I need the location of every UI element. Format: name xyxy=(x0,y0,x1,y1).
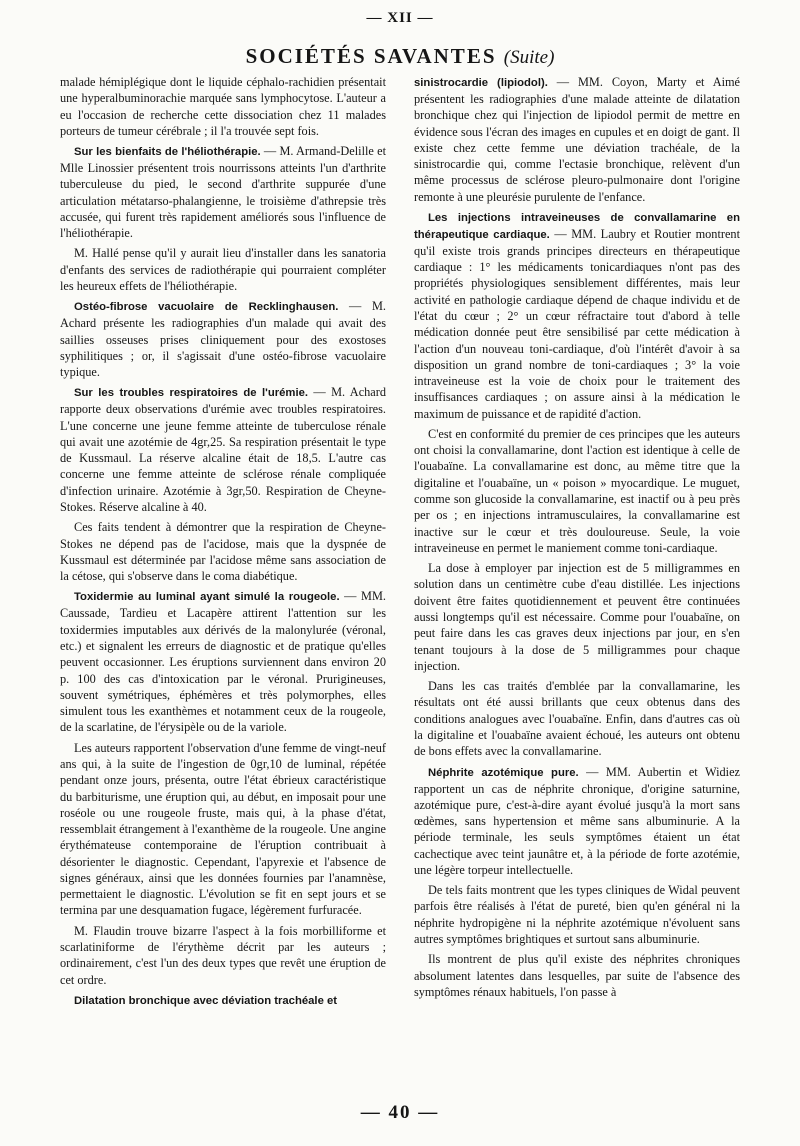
section-body: — MM. Coyon, Marty et Aimé présentent les radiographies d'une malade atteinte de dilatation bronchique chez qui l'injection de lipiodol permit de mettre en évidence sous l'écran des images en cupules et en doigt de gant. Il existe chez cette femme une déviation trachéale, de la sinistrocardie qui, comme l'ectasie bronchique, relèvent d'un même processus de sclérose pleuro-pulmonaire dont l'origine remonte à une pleurésie purulente de l'enfance. xyxy=(414,75,741,204)
page-title-suffix: (Suite) xyxy=(503,47,555,68)
paragraph: La dose à employer par injection est de 5 milligrammes en solution dans un centimètre cube d'eau distillée. Les injections doivent être faites quotidiennement et peuvent être continuées aussi longtemps qu'il est nécessaire. Comme pour l'ouabaïne, on peut faire dans les cas graves deux injections par jour, en s'en tenant toujours à la dose de 5 milligrammes pour chaque injection. xyxy=(414,561,740,673)
section-body: — M. Achard présente les radiographies d'un malade qui avait des saillies osseuses prises cliniquement pour des exostoses syphilitiques ; or, il s'agissait d'une ostéo-fibrose vacuolaire typique. xyxy=(60,299,386,380)
paragraph xyxy=(60,298,386,380)
paragraph: M. Flaudin trouve bizarre l'aspect à la fois morbilliforme et scarlatiniforme de l'érythème décrit par les auteurs ; ordinairement, c'est l'un des deux types que revêt une éruption de cet ordre. xyxy=(60,923,386,987)
section-heading: sinistrocardie (lipiodol). xyxy=(414,77,548,89)
paragraph: C'est en conformité du premier de ces principes que les auteurs ont choisi la convallamarine, dont l'action est identique à celle de l'ouabaïne. La convallamarine est donc, au même titre que la digitaline et l'ouabaïne, un « poison » myocardique. Le muguet, comme son glucoside la convallamarine, est inactif ou à peu près per os ; en injections intramusculaires, la convallamarine est inactive sur le cœur et très douloureuse. Seule, la voie intraveineuse en permet le maniement comme toni-cardiaque. xyxy=(414,426,740,555)
section-body: — MM. Caussade, Tardieu et Lacapère attirent l'attention sur les toxidermies imputables aux dérivés de la malonylurée (véronal, etc.) et signalent les erreurs de diagnostic et de pratique qu'elles peuvent occasionner. Les éruptions surviennent dans environ 20 p. 100 des cas d'intoxication par le véronal. Prurigineuses, souvent symétriques, éphémères et très polymorphes, elles simulent tous les exanthèmes et notamment ceux de la rougeole, de la scarlatine, de l'érysipèle ou de la variole. xyxy=(60,589,386,735)
section-body: — MM. Aubertin et Widiez rapportent un cas de néphrite chronique, d'origine saturnine, azotémique pure, c'est-à-dire ayant évolué jusqu'à la mort sans œdèmes, sans hypertension et même sans albuminurie. A la période terminale, les seuls symptômes étaient un état cachectique avec teint jaunâtre et, à la période de forte azotémie, une légère torpeur intellectuelle. xyxy=(414,764,740,877)
paragraph xyxy=(60,143,386,241)
section-body: — MM. Laubry et Routier montrent qu'il existe trois grands principes directeurs en thérapeutique cardiaque : 1° les médicaments tonicardiaques n'ont pas des propriétés physiologiques sensiblement différentes, mais leur activité en pathologie cardiaque dépend de chaque individu et de l'état du cœur ; 2° un cœur réfractaire tout d'abord à telle médication donnée peut être sensibilisé par cette médication à l'action d'un nouveau toni-cardiaque, d'où l'intérêt d'avoir à sa disposition un grand nombre de toni-cardiaques ; 3° la voie intraveineuse est la voie de choix pour le traitement des insuffisances cardiaques ; on assure ainsi à la médication le maximum de puissance et de rapidité d'action. xyxy=(414,226,740,421)
page-title-text: SOCIÉTÉS SAVANTES xyxy=(245,44,497,68)
section-heading: Ostéo-fibrose vacuolaire de Recklinghausen. xyxy=(74,301,339,314)
paragraph xyxy=(414,209,740,422)
paragraph: Ils montrent de plus qu'il existe des néphrites chroniques absolument latentes dans lesquelles, par suite de l'absence des symptômes rénaux habituels, l'on passe à xyxy=(414,952,740,999)
paragraph: De tels faits montrent que les types cliniques de Widal peuvent parfois être réalisés à l'état de pureté, bien qu'en général ni la néphrite hydropigène ni la néphrite azotémique n'évoluent sans autres symptômes brightiques et surtout sans albuminurie. xyxy=(414,883,740,947)
section-heading: Néphrite azotémique pure. xyxy=(428,766,579,779)
left-column xyxy=(60,74,386,1013)
page-title xyxy=(0,44,800,69)
paragraph: Dans les cas traités d'emblée par la convallamarine, les résultats ont été aussi brillants que ceux obtenus dans des conditions analogues avec l'ouabaïne. Enfin, dans d'autres cas où la digitaline et l'ouabaïne avaient échoué, les auteurs ont obtenu de bons effets avec la convallamarine. xyxy=(414,679,740,759)
page-number: — 40 — xyxy=(360,1102,440,1123)
paragraph xyxy=(60,384,386,515)
paragraph: Ces faits tendent à démontrer que la respiration de Cheyne-Stokes ne dépend pas de l'acidose, mais que la dyspnée de Kussmaul est déterminée par l'acidose même sans association de la cétose, qui s'observe dans le coma diabétique. xyxy=(60,520,386,584)
page-number-roman: — XII — xyxy=(366,10,434,26)
section-body: — M. Achard rapporte deux observations d'urémie avec troubles respiratoires. L'une concerne une jeune femme atteinte de tuberculose rénale qui avait une azotémie de 4gr,25. Sa respiration présentait le type de Kussmaul. La réserve alcaline était de 18,5. L'autre cas concerne une femme atteinte de sclérose rénale compliquée d'infection urinaire. Azotémie à 3gr,50. Respiration de Cheyne-Stokes. Réserve alcaline à 40. xyxy=(60,385,386,515)
paragraph xyxy=(60,992,386,1009)
section-heading: Sur les bienfaits de l'héliothérapie. xyxy=(74,146,261,159)
paragraph: malade hémiplégique dont le liquide céphalo-rachidien présentait une hyperalbuminorachie marquée sans lymphocytose. L'auteur a eu l'occasion de recherche cette dissociation chez 11 malades porteurs de tumeur cérébrale ; il l'a trouvée sept fois. xyxy=(60,75,386,138)
paragraph: M. Hallé pense qu'il y aurait lieu d'installer dans les sanatoria d'enfants des services de radiothérapie qui pourraient compléter les heureux effets de l'héliothérapie. xyxy=(60,246,386,294)
right-column xyxy=(414,74,740,1004)
section-heading: Dilatation bronchique avec déviation trachéale et xyxy=(74,994,338,1007)
section-heading: Les injections intraveineuses de convallamarine en thérapeutique cardiaque. xyxy=(414,211,740,241)
section-heading: Toxidermie au luminal ayant simulé la rougeole. xyxy=(74,591,340,604)
paragraph xyxy=(414,74,740,205)
section-body: — M. Armand-Delille et Mlle Linossier présentent trois nourrissons atteints l'un d'arthrite tuberculeuse du pied, le second d'arthrite suppurée d'une articulation métatarso-phalangienne, le troisième d'athrepsie très accusée, qui furent très rapidement améliorés sous l'influence de l'héliothérapie. xyxy=(60,144,386,241)
section-heading: Sur les troubles respiratoires de l'urémie. xyxy=(74,387,309,400)
paragraph xyxy=(414,764,740,879)
paragraph: Les auteurs rapportent l'observation d'une femme de vingt-neuf ans qui, à la suite de l'ingestion de 0gr,10 de luminal, répétée pendant onze jours, présenta, outre l'état ébrieux caractéristique du barbiturisme, une éruption qui, au début, en imposait pour une roséole ou une rougeole fruste, mais qui, à la phase d'état, ressemblait étrangement à l'exanthème de la rougeole. Une angine érythémateuse contemporaine de l'éruption contribuait à désorienter le diagnostic. Cependant, l'apyrexie et l'absence de signes généraux, ainsi que les données fournies par l'anamnèse, permettaient le diagnostic. L'évolution se fit en sept jours et se termina par une desquamation fugace, légèrement furfuracée. xyxy=(60,740,386,918)
paragraph xyxy=(60,588,386,735)
